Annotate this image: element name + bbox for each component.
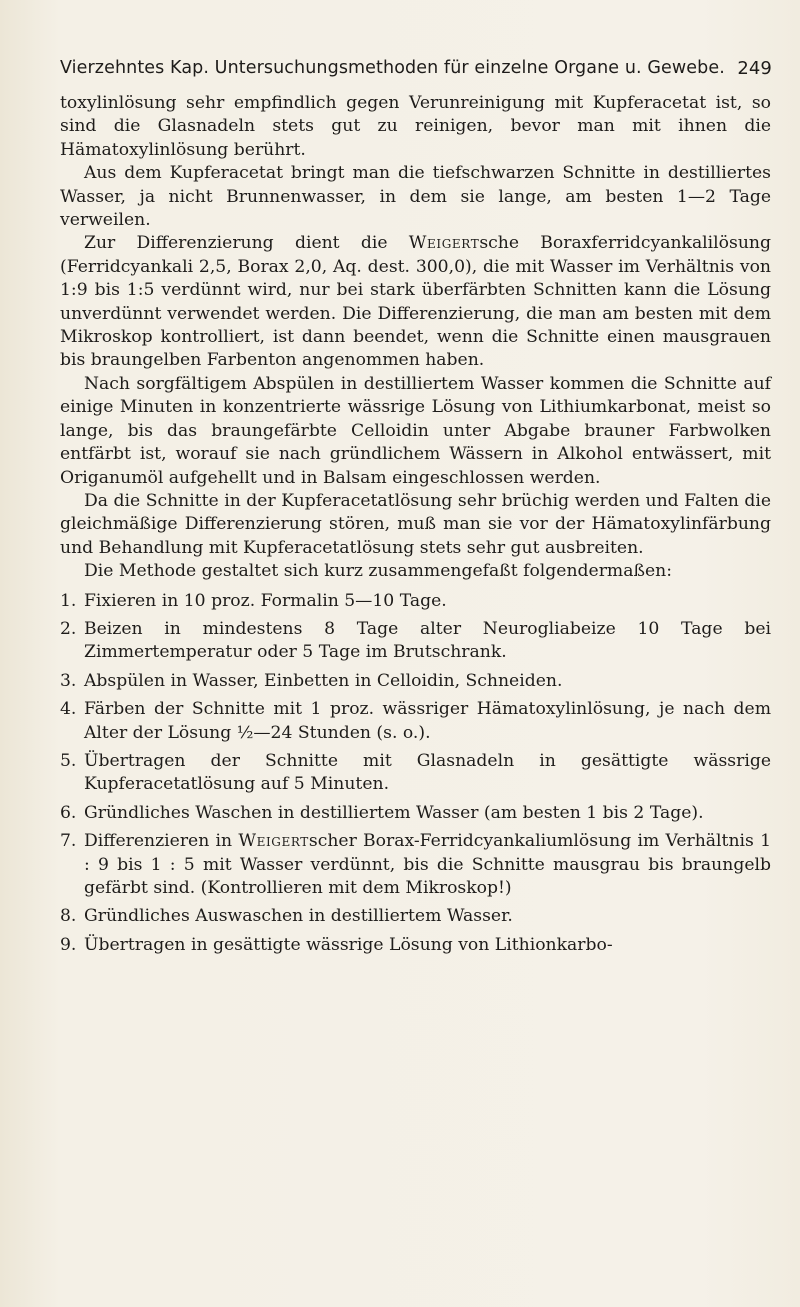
step-number: 9. <box>60 934 77 955</box>
list-item <box>60 750 771 797</box>
step-text: Gründliches Waschen in destilliertem Wasser (am besten 1 bis 2 Tage). <box>84 802 704 823</box>
step-text <box>84 830 771 900</box>
running-header <box>60 58 772 79</box>
author-name: Weigert <box>238 831 309 852</box>
list-item <box>60 698 771 745</box>
author-name: Weigert <box>408 233 480 254</box>
running-title: Vierzehntes Kap. Untersuchungsmethoden für einzelne Organe u. Gewebe. <box>60 58 725 78</box>
step-number: 6. <box>60 802 77 823</box>
paragraph <box>60 162 771 232</box>
list-item <box>60 934 771 957</box>
list-item <box>60 618 771 665</box>
list-item <box>60 590 771 613</box>
step-number: 7. <box>60 831 77 852</box>
step-text-part: scher Borax-Ferridcyankaliumlösung im Verhältnis 1 : 9 bis 1 : 5 mit Wasser verdünnt, bis die Schnitte mausgrau bis braungelb gefärbt sind. (Kontrollieren mit dem Mikroskop!) <box>84 831 771 898</box>
step-number: 8. <box>60 906 77 927</box>
step-number: 3. <box>60 670 77 691</box>
paragraph-text: Nach sorgfältigem Abspülen in destilliertem Wasser kommen die Schnitte auf einige Minuten in konzentrierte wässrige Lösung von Lithiumkarbonat, meist so lange, bis das braungefärbte Celloidin unter Abgabe brauner Farbwolken entfärbt ist, worauf sie nach gründlichem Wässern in Alkohol entwässert, mit Origanumöl aufgehellt und in Balsam eingeschlossen werden. <box>60 373 771 488</box>
page-number: 249 <box>737 58 772 79</box>
step-text: Übertragen in gesättigte wässrige Lösung von Lithionkarbo- <box>84 934 613 955</box>
body-text <box>60 92 771 962</box>
list-item <box>60 802 771 825</box>
list-item <box>60 830 771 900</box>
step-number: 4. <box>60 699 77 720</box>
step-number: 5. <box>60 750 77 771</box>
paragraph <box>60 560 771 583</box>
step-number: 2. <box>60 618 77 639</box>
step-text: Abspülen in Wasser, Einbetten in Celloidin, Schneiden. <box>84 670 563 691</box>
step-text: Gründliches Auswaschen in destilliertem Wasser. <box>84 906 513 927</box>
list-item <box>60 670 771 693</box>
method-steps-list <box>60 590 771 958</box>
paragraph <box>60 373 771 490</box>
paragraph <box>60 232 771 372</box>
paragraph-text: sche Boraxferridcyankalilösung (Ferridcyankali 2,5, Borax 2,0, Aq. dest. 300,0), die mit Wasser im Verhältnis von 1:9 bis 1:5 verdünnt wird, nur bei stark überfärbten Schnitten kann die Lösung unverdünnt verwendet werden. Die Differenzierung, die man am besten mit dem Mikroskop kontrolliert, ist dann beendet, wenn die Schnitte einen mausgrauen bis braungelben Farbenton angenommen haben. <box>60 233 771 371</box>
paragraph-text: Die Methode gestaltet sich kurz zusammengefaßt folgendermaßen: <box>84 561 672 582</box>
step-text: Fixieren in 10 proz. Formalin 5—10 Tage. <box>84 590 447 611</box>
list-item <box>60 905 771 928</box>
paragraph-text: Da die Schnitte in der Kupferacetatlösung sehr brüchig werden und Falten die gleichmäßige Differenzierung stören, muß man sie vor der Hämatoxylinfärbung und Behandlung mit Kupferacetatlösung stets sehr gut ausbreiten. <box>60 490 771 558</box>
paragraph <box>60 92 771 162</box>
step-number: 1. <box>60 590 77 611</box>
step-text: Beizen in mindestens 8 Tage alter Neurogliabeize 10 Tage bei Zimmertemperatur oder 5 Tage im Brutschrank. <box>84 618 771 663</box>
paragraph-text: Aus dem Kupferacetat bringt man die tiefschwarzen Schnitte in destilliertes Wasser, ja nicht Brunnenwasser, in dem sie lange, am besten 1—2 Tage verweilen. <box>60 163 771 231</box>
paragraph-text: Zur Differenzierung dient die <box>84 233 409 254</box>
paragraph-text: toxylinlösung sehr empfindlich gegen Verunreinigung mit Kupferacetat ist, so sind die Glasnadeln stets gut zu reinigen, bevor man mit ihnen die Hämatoxylinlösung berührt. <box>60 93 771 160</box>
step-text-part: Differenzieren in <box>84 831 239 852</box>
paragraph <box>60 490 771 560</box>
step-text: Übertragen der Schnitte mit Glasnadeln in gesättigte wässrige Kupferacetatlösung auf 5 Minuten. <box>84 750 771 795</box>
step-text: Färben der Schnitte mit 1 proz. wässriger Hämatoxylinlösung, je nach dem Alter der Lösung ½—24 Stunden (s. o.). <box>84 699 771 743</box>
